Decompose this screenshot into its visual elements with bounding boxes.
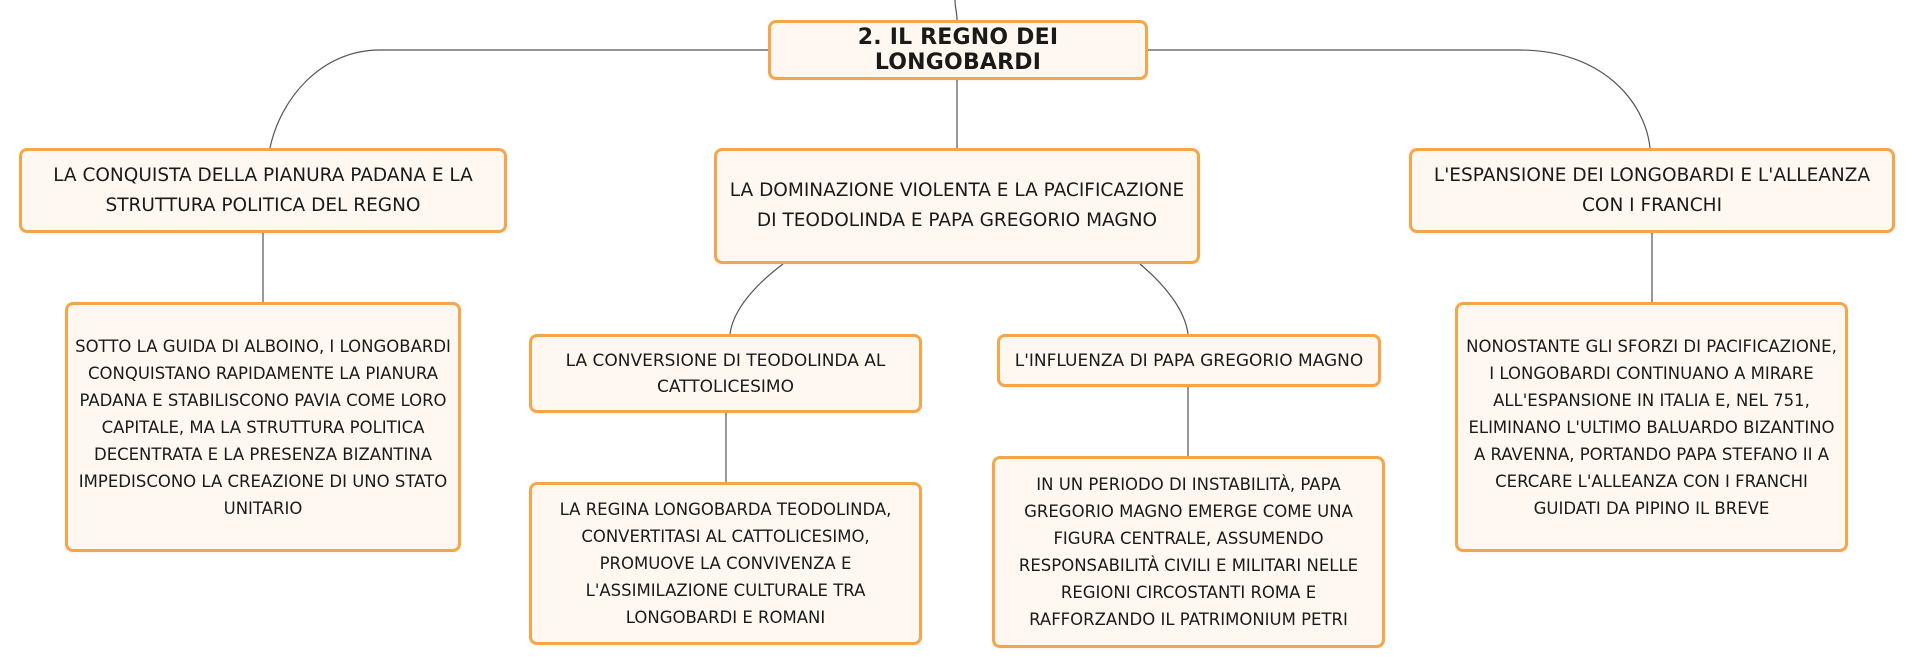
gregorio-detail-node[interactable]	[992, 456, 1385, 648]
connector-parent-to-root	[955, 0, 957, 20]
root-title: 2. IL REGNO DEI LONGOBARDI	[857, 25, 1059, 75]
topic-right-title: L'ESPANSIONE DEI LONGOBARDI E L'ALLEANZA CON I FRANCHI	[1433, 164, 1871, 216]
right-detail-node[interactable]	[1455, 302, 1848, 552]
root-node[interactable]	[768, 20, 1148, 80]
topic-left-title: LA CONQUISTA DELLA PIANURA PADANA E LA STRUTTURA POLITICA DEL REGNO	[53, 164, 473, 216]
topic-left-node[interactable]	[19, 148, 507, 233]
topic-center-node[interactable]	[714, 148, 1200, 264]
topic-right-node[interactable]	[1409, 148, 1895, 233]
subtopic-gregorio-title: L'INFLUENZA DI PAPA GREGORIO MAGNO	[1014, 350, 1364, 371]
conversion-detail-text: LA REGINA LONGOBARDA TEODOLINDA, CONVERTITASI AL CATTOLICESIMO, PROMUOVE LA CONVIVENZA E L'ASSIMILAZIONE CULTURALE TRA LONGOBARDI E ROMANI	[559, 500, 892, 627]
gregorio-detail-text: IN UN PERIODO DI INSTABILITÀ, PAPA GREGORIO MAGNO EMERGE COME UNA FIGURA CENTRALE, ASSUMENDO RESPONSABILITÀ CIVILI E MILITARI NELLE REGIONI CIRCOSTANTI ROMA E RAFFORZANDO IL PATRIMONIUM PETRI	[1018, 475, 1359, 629]
right-detail-text: NONOSTANTE GLI SFORZI DI PACIFICAZIONE, I LONGOBARDI CONTINUANO A MIRARE ALL'ESPANSIONE IN ITALIA E, NEL 751, ELIMINANO L'ULTIMO BALUARDO BIZANTINO A RAVENNA, PORTANDO PAPA STEFANO II A CERCARE L'ALLEANZA CON I FRANCHI GUIDATI DA PIPINO IL BREVE	[1466, 336, 1837, 518]
subtopic-gregorio-node[interactable]	[997, 334, 1381, 387]
subtopic-conversion-title: LA CONVERSIONE DI TEODOLINDA AL CATTOLICESIMO	[565, 350, 886, 397]
conversion-detail-node[interactable]	[529, 482, 922, 645]
left-detail-text: SOTTO LA GUIDA DI ALBOINO, I LONGOBARDI CONQUISTANO RAPIDAMENTE LA PIANURA PADANA E STABILISCONO PAVIA COME LORO CAPITALE, MA LA STRUTTURA POLITICA DECENTRATA E LA PRESENZA BIZANTINA IMPEDISCONO LA CREAZIONE DI UNO STATO UNITARIO	[75, 336, 451, 518]
connector-center-to-sub-left	[730, 264, 783, 334]
topic-center-title: LA DOMINAZIONE VIOLENTA E LA PACIFICAZIONE DI TEODOLINDA E PAPA GREGORIO MAGNO	[729, 180, 1185, 231]
connector-center-to-sub-right	[1140, 264, 1188, 334]
connector-root-to-left	[270, 50, 768, 148]
connector-root-to-right	[1148, 50, 1650, 148]
subtopic-conversion-node[interactable]	[529, 334, 922, 413]
left-detail-node[interactable]	[65, 302, 461, 552]
